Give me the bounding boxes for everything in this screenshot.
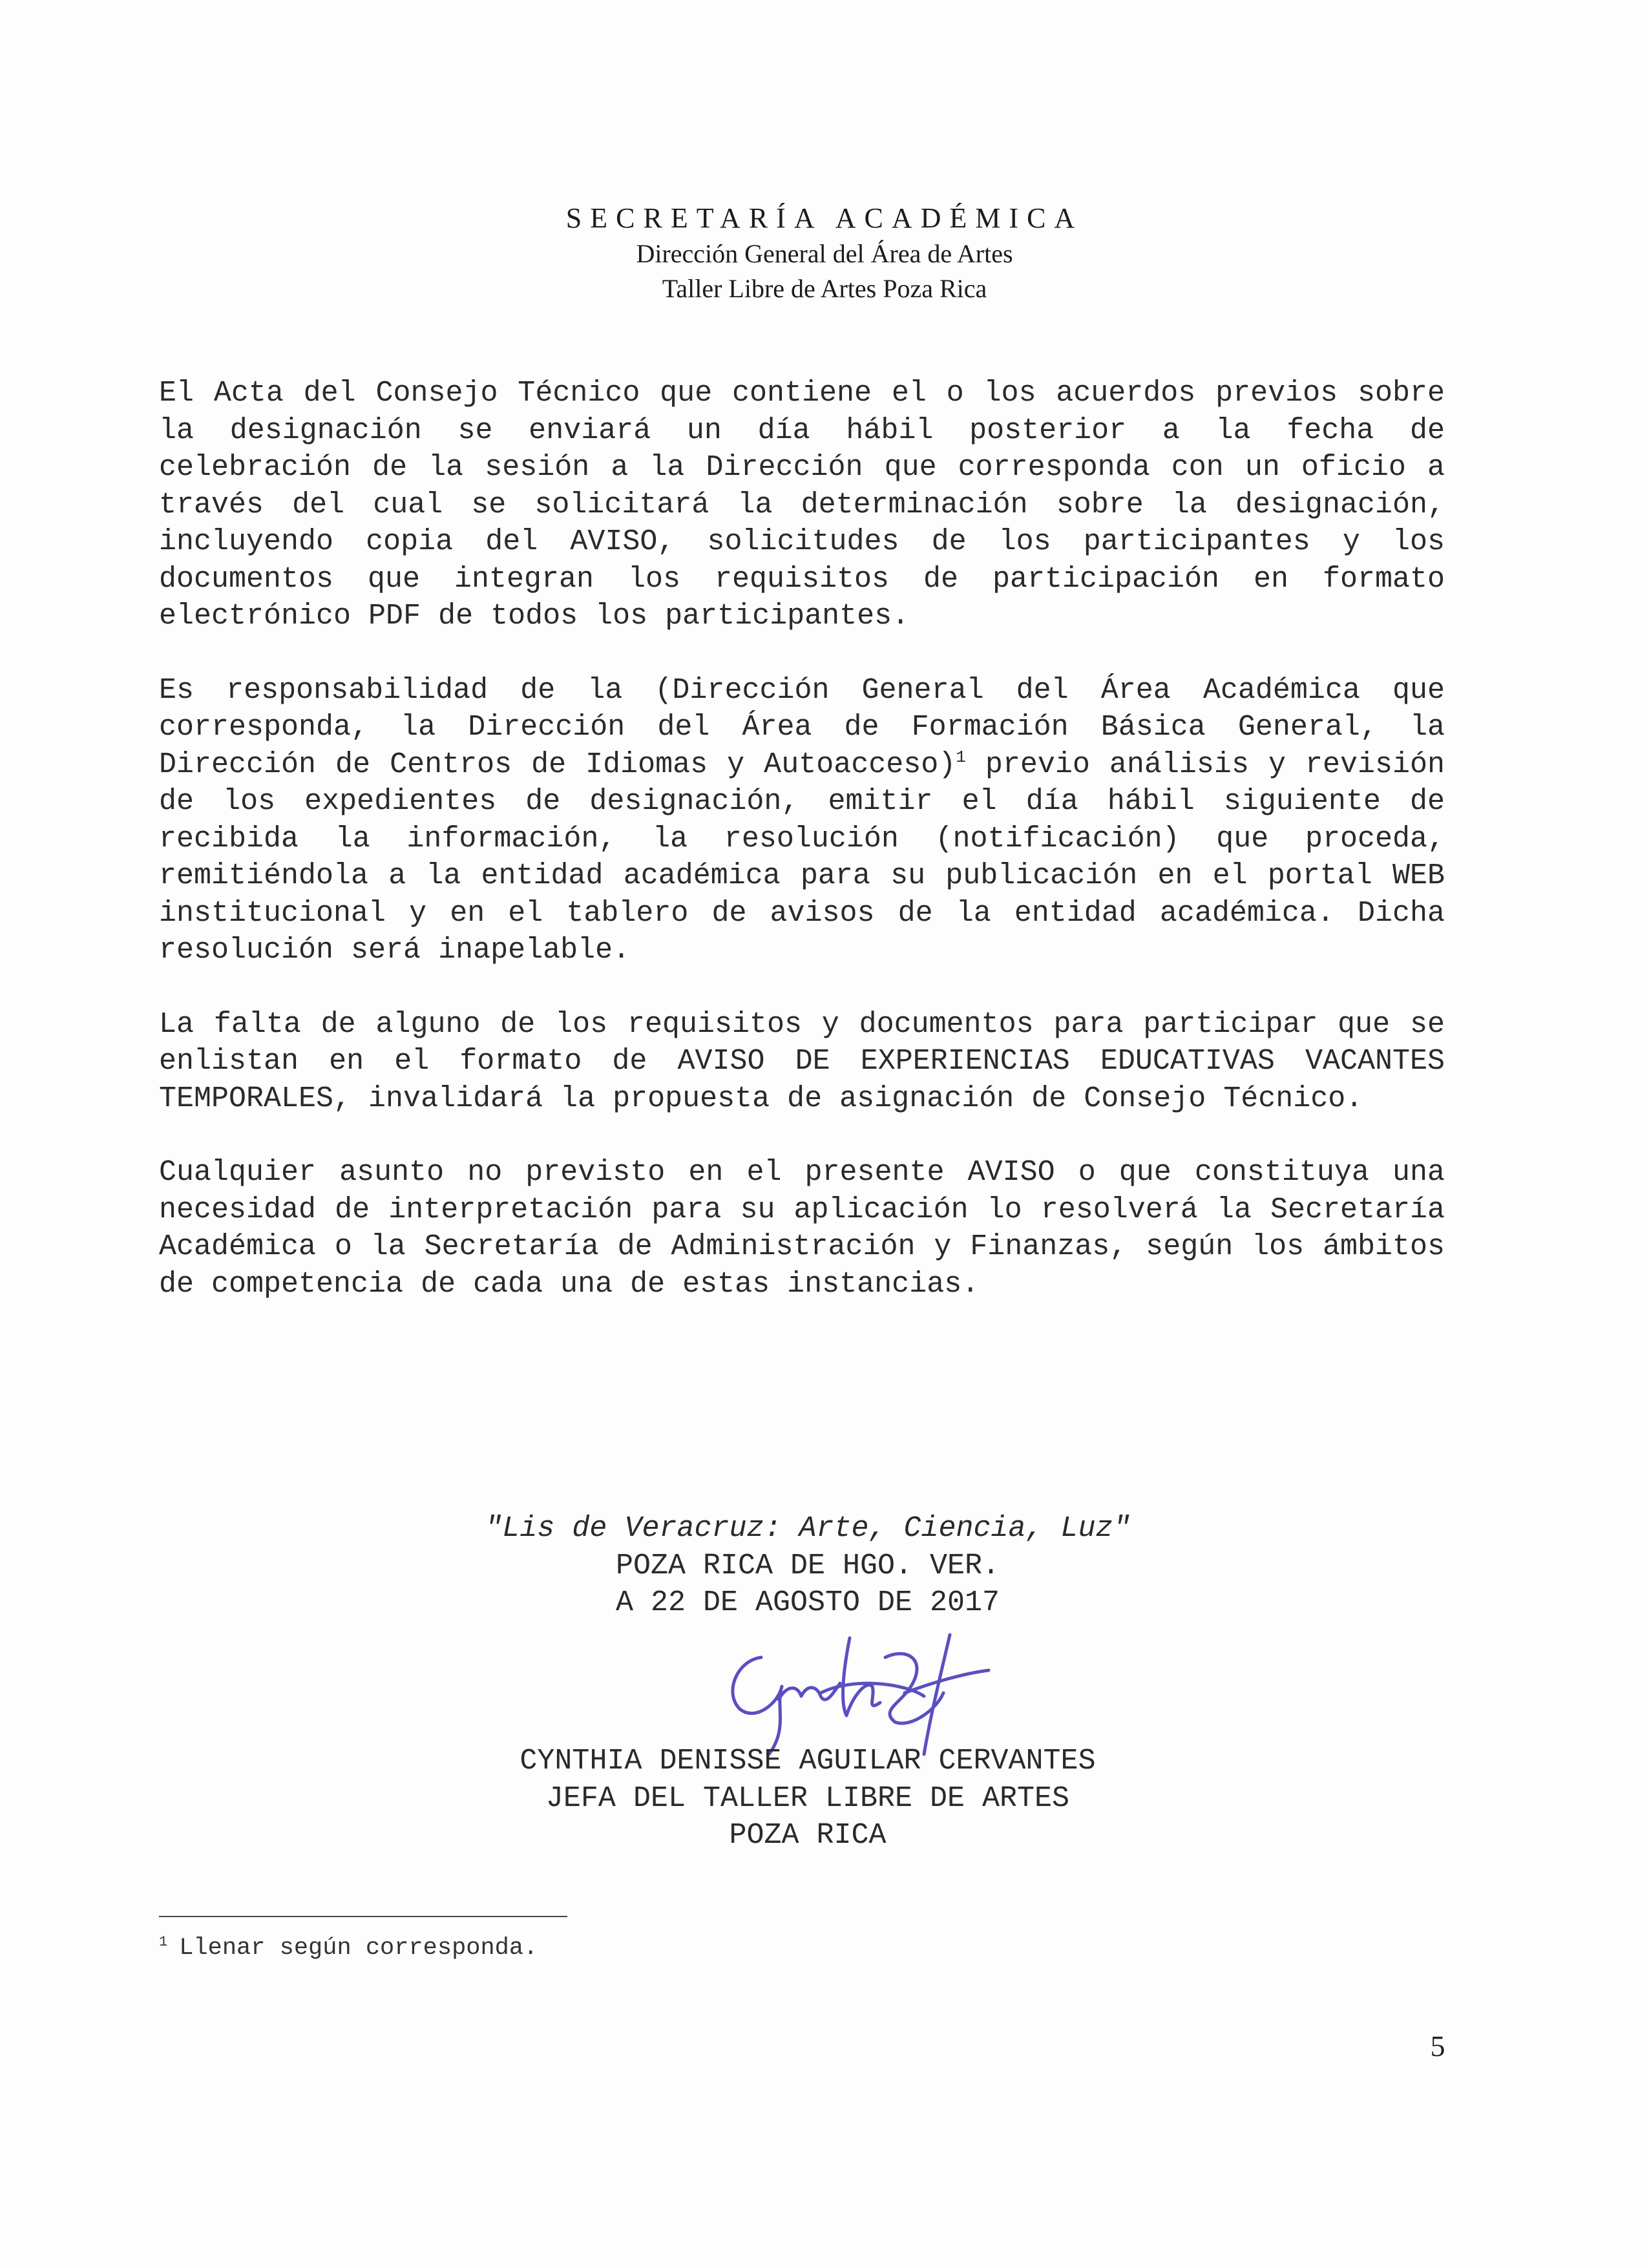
- footnote-marker: 1: [159, 1933, 168, 1950]
- secretaria-academica-heading: SECRETARÍA ACADÉMICA: [565, 202, 1084, 234]
- signer-name: CYNTHIA DENISSE AGUILAR CERVANTES: [520, 1745, 1096, 1778]
- signer-title: JEFA DEL TALLER LIBRE DE ARTES: [545, 1781, 1070, 1815]
- page-number: 5: [1430, 2030, 1445, 2063]
- closing-block: [388, 1510, 1228, 1622]
- signer-block: [388, 1743, 1228, 1854]
- handwritten-signature: [711, 1632, 1014, 1761]
- footnote-text: Llenar según corresponda.: [179, 1935, 538, 1962]
- paragraph-asunto-no-previsto: Cualquier asunto no previsto en el presente AVISO o que constituya una necesidad de interpretación para su aplicación lo resolverá la Secretaría Académica o la Secretaría de Administración y Finanzas, según los ámbitos de competencia de cada una de estas instancias.: [159, 1156, 1445, 1301]
- document-header: [0, 200, 1649, 306]
- paragraph-acta: El Acta del Consejo Técnico que contiene el o los acuerdos previos sobre la designación se enviará un día hábil posterior a la fecha de celebración de la sesión a la Dirección que corresponda con un oficio a través del cual se solicitará la determinación sobre la designación, incluyendo copia del AVISO, solicitudes de los participantes y los documentos que integran los requisitos de participación en formato electrónico PDF de todos los participantes.: [159, 377, 1445, 633]
- paragraph-responsabilidad-text-b: previo análisis y revisión de los expedientes de designación, emitir el día hábil siguiente de recibida la información, la resolución (notificación) que proceda, remitiéndola a la entidad académica para su publicación en el portal WEB institucional y en el tablero de avisos de la entidad académica. Dicha resolución será inapelable.: [159, 748, 1445, 967]
- date-line: A 22 DE AGOSTO DE 2017: [615, 1586, 1000, 1619]
- footnote-reference: 1: [956, 747, 966, 767]
- document-body: [159, 375, 1445, 1339]
- taller-line: Taller Libre de Artes Poza Rica: [662, 274, 987, 303]
- signer-location: POZA RICA: [729, 1819, 887, 1852]
- paragraph-responsabilidad-text-a: Es responsabilidad de la (Dirección General del Área Académica que corresponda, la Dirección del Área de Formación Básica General, la Dirección de Centros de Idiomas y Autoacceso): [159, 673, 1445, 781]
- paragraph-responsabilidad: [159, 672, 1445, 969]
- place-line: POZA RICA DE HGO. VER.: [615, 1549, 1000, 1582]
- footnote: [159, 1934, 538, 1962]
- paragraph-falta-requisitos: La falta de alguno de los requisitos y documentos para participar que se enlistan en el formato de AVISO DE EXPERIENCIAS EDUCATIVAS VACANTES TEMPORALES, invalidará la propuesta de asignación de Consejo Técnico.: [159, 1007, 1445, 1115]
- footnote-divider: [159, 1916, 567, 1917]
- direccion-general-line: Dirección General del Área de Artes: [636, 239, 1013, 268]
- institutional-motto: "Lis de Veracruz: Arte, Ciencia, Luz": [485, 1512, 1131, 1545]
